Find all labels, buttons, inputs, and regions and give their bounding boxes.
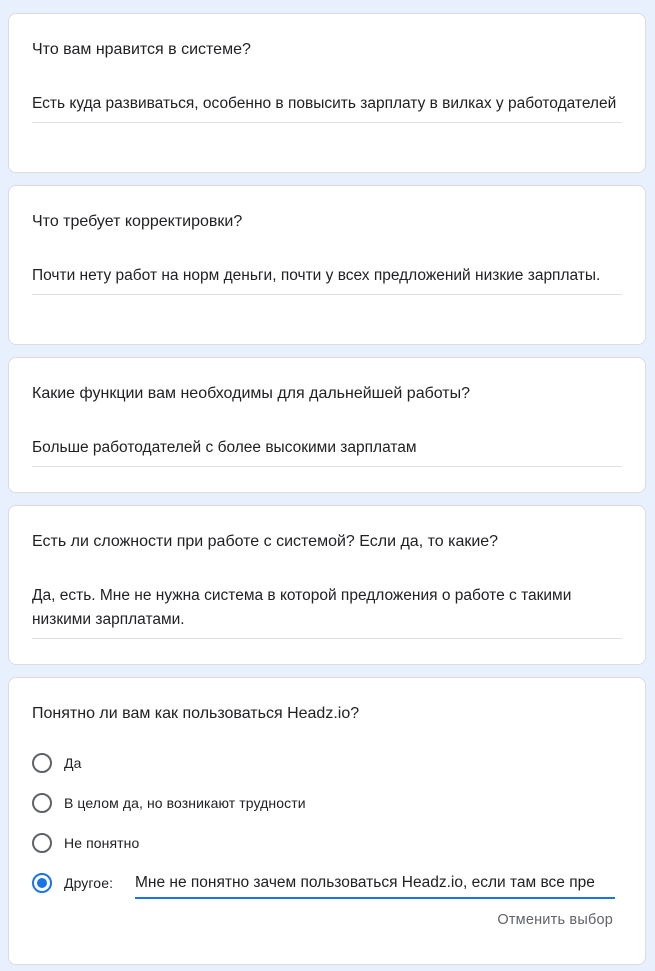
question-card-corrections [8, 185, 646, 345]
question-title: Что вам нравится в системе? [32, 41, 251, 58]
question-card-functions [8, 357, 646, 493]
option-not-clear[interactable] [32, 831, 139, 855]
question-card-usability [8, 677, 646, 965]
option-label: Да [64, 755, 82, 771]
option-label: В целом да, но возникают трудности [64, 795, 306, 811]
question-title: Какие функции вам необходимы для дальнейшей работы? [32, 385, 471, 402]
radio-unchecked-icon[interactable] [32, 833, 52, 853]
option-mostly-yes[interactable] [32, 791, 306, 815]
question-card-likes [8, 13, 646, 173]
question-title: Понятно ли вам как пользоваться Headz.io? [32, 705, 360, 722]
option-other[interactable] [32, 871, 113, 895]
other-text-input[interactable]: Мне не понятно зачем пользоваться Headz.io, если там все пре [135, 871, 615, 899]
option-label: Не понятно [64, 835, 140, 851]
radio-checked-icon[interactable] [32, 873, 52, 893]
answer-text[interactable]: Больше работодателей с более высокими зарплатам [32, 436, 622, 467]
radio-unchecked-icon[interactable] [32, 753, 52, 773]
question-title: Есть ли сложности при работе с системой? Если да, то какие? [32, 533, 499, 550]
question-card-difficulties [8, 505, 646, 665]
radio-unchecked-icon[interactable] [32, 793, 52, 813]
answer-text[interactable]: Есть куда развиваться, особенно в повысить зарплату в вилках у работодателей [32, 92, 622, 123]
answer-text[interactable]: Почти нету работ на норм деньги, почти у всех предложений низкие зарплаты. [32, 264, 622, 295]
clear-selection-button[interactable]: Отменить выбор [497, 912, 613, 928]
option-label: Другое: [64, 875, 114, 891]
question-title: Что требует корректировки? [32, 213, 243, 230]
answer-text[interactable]: Да, есть. Мне не нужна система в которой предложения о работе с такими низкими зарплатами. [32, 584, 622, 639]
option-yes[interactable] [32, 751, 81, 775]
